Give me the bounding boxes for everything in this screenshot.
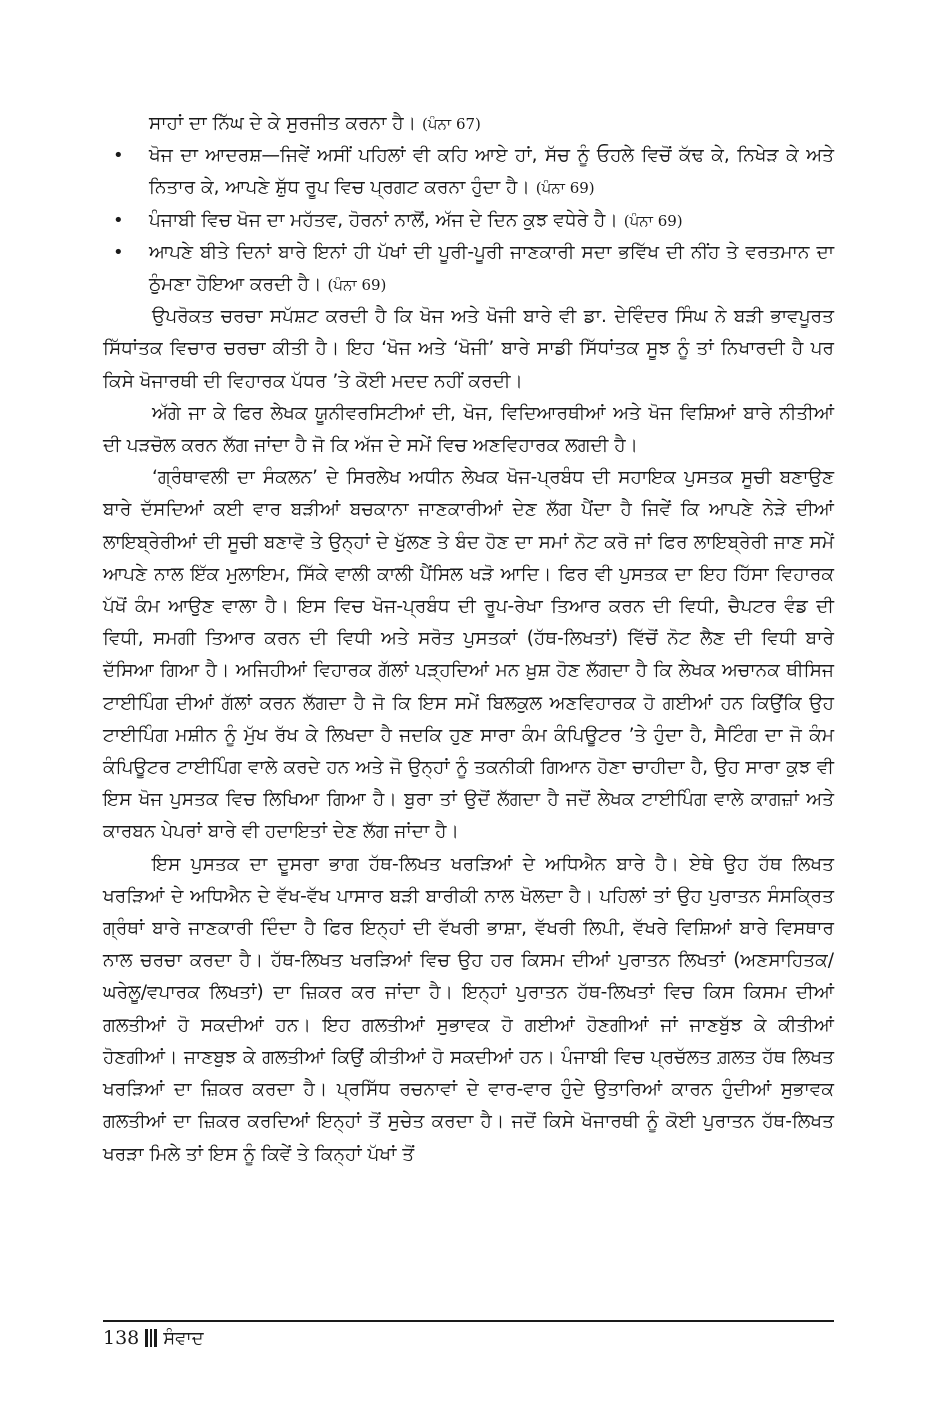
body-paragraph: ਅੱਗੇ ਜਾ ਕੇ ਫਿਰ ਲੇਖਕ ਯੂਨੀਵਰਸਿਟੀਆਂ ਦੀ, ਖੋਜ, ਵਿਦਿਆਰਥੀਆਂ ਅਤੇ ਖੋਜ ਵਿਸ਼ਿਆਂ ਬਾਰੇ ਨੀਤੀਆਂ ਦੀ ਪੜਚੋਲ ਕਰਨ ਲੱਗ ਜਾਂਦਾ ਹੈ ਜੋ ਕਿ ਅੱਜ ਦੇ ਸਮੇਂ ਵਿਚ ਅਣਵਿਹਾਰਕ ਲਗਦੀ ਹੈ।: [103, 402, 834, 457]
page-body: [103, 108, 834, 1171]
bullet-text: ਪੰਜਾਬੀ ਵਿਚ ਖੋਜ ਦਾ ਮਹੱਤਵ, ਹੋਰਨਾਂ ਨਾਲੋਂ, ਅੱਜ ਦੇ ਦਿਨ ਕੁਝ ਵਧੇਰੇ ਹੈ।: [149, 209, 618, 231]
continued-line-text: ਸਾਹਾਂ ਦਾ ਨਿੱਘ ਦੇ ਕੇ ਸੁਰਜੀਤ ਕਰਨਾ ਹੈ।: [149, 113, 417, 134]
bullet-dot-icon: •: [113, 241, 124, 263]
page-citation: (ਪੰਨਾ 69): [623, 211, 683, 230]
body-paragraph: ‘ਗ੍ਰੰਥਾਵਲੀ ਦਾ ਸੰਕਲਨ’ ਦੇ ਸਿਰਲੇਖ ਅਧੀਨ ਲੇਖਕ ਖੋਜ-ਪ੍ਰਬੰਧ ਦੀ ਸਹਾਇਕ ਪੁਸਤਕ ਸੂਚੀ ਬਣਾਉਣ ਬਾਰੇ ਦੱਸਦਿਆਂ ਕਈ ਵਾਰ ਬੜੀਆਂ ਬਚਕਾਨਾ ਜਾਣਕਾਰੀਆਂ ਦੇਣ ਲੱਗ ਪੈਂਦਾ ਹੈ ਜਿਵੇਂ ਕਿ ਆਪਣੇ ਨੇੜੇ ਦੀਆਂ ਲਾਇਬ੍ਰੇਰੀਆਂ ਦੀ ਸੂਚੀ ਬਣਾਵੋ ਤੇ ਉਨ੍ਹਾਂ ਦੇ ਖੁੱਲਣ ਤੇ ਬੰਦ ਹੋਣ ਦਾ ਸਮਾਂ ਨੋਟ ਕਰੋ ਜਾਂ ਫਿਰ ਲਾਇਬ੍ਰੇਰੀ ਜਾਣ ਸਮੇਂ ਆਪਣੇ ਨਾਲ ਇੱਕ ਮੁਲਾਇਮ, ਸਿੱਕੇ ਵਾਲੀ ਕਾਲੀ ਪੈਂਸਿਲ ਖੜੋ ਆਦਿ। ਫਿਰ ਵੀ ਪੁਸਤਕ ਦਾ ਇਹ ਹਿੱਸਾ ਵਿਹਾਰਕ ਪੱਖੋਂ ਕੰਮ ਆਉਣ ਵਾਲਾ ਹੈ। ਇਸ ਵਿਚ ਖੋਜ-ਪ੍ਰਬੰਧ ਦੀ ਰੂਪ-ਰੇਖਾ ਤਿਆਰ ਕਰਨ ਦੀ ਵਿਧੀ, ਚੈਪਟਰ ਵੰਡ ਦੀ ਵਿਧੀ, ਸਮਗੀ ਤਿਆਰ ਕਰਨ ਦੀ ਵਿਧੀ ਅਤੇ ਸਰੋਤ ਪੁਸਤਕਾਂ (ਹੱਥ-ਲਿਖਤਾਂ) ਵਿੱਚੋਂ ਨੋਟ ਲੈਣ ਦੀ ਵਿਧੀ ਬਾਰੇ ਦੱਸਿਆ ਗਿਆ ਹੈ। ਅਜਿਹੀਆਂ ਵਿਹਾਰਕ ਗੱਲਾਂ ਪੜ੍ਹਦਿਆਂ ਮਨ ਖ਼ੁਸ਼ ਹੋਣ ਲੱਗਦਾ ਹੈ ਕਿ ਲੇਖਕ ਅਚਾਨਕ ਥੀਸਿਜ ਟਾਈਪਿੰਗ ਦੀਆਂ ਗੱਲਾਂ ਕਰਨ ਲੱਗਦਾ ਹੈ ਜੋ ਕਿ ਇਸ ਸਮੇਂ ਬਿਲਕੁਲ ਅਣਵਿਹਾਰਕ ਹੋ ਗਈਆਂ ਹਨ ਕਿਉਂਕਿ ਉਹ ਟਾਈਪਿੰਗ ਮਸ਼ੀਨ ਨੂੰ ਮੁੱਖ ਰੱਖ ਕੇ ਲਿਖਦਾ ਹੈ ਜਦਕਿ ਹੁਣ ਸਾਰਾ ਕੰਮ ਕੰਪਿਊਟਰ ’ਤੇ ਹੁੰਦਾ ਹੈ, ਸੈਟਿੰਗ ਦਾ ਜੋ ਕੰਮ ਕੰਪਿਊਟਰ ਟਾਈਪਿੰਗ ਵਾਲੇ ਕਰਦੇ ਹਨ ਅਤੇ ਜੋ ਉਨ੍ਹਾਂ ਨੂੰ ਤਕਨੀਕੀ ਗਿਆਨ ਹੋਣਾ ਚਾਹੀਦਾ ਹੈ, ਉਹ ਸਾਰਾ ਕੁਝ ਵੀ ਇਸ ਖੋਜ ਪੁਸਤਕ ਵਿਚ ਲਿਖਿਆ ਗਿਆ ਹੈ। ਬੁਰਾ ਤਾਂ ਉਦੋਂ ਲੱਗਦਾ ਹੈ ਜਦੋਂ ਲੇਖਕ ਟਾਈਪਿੰਗ ਵਾਲੇ ਕਾਗਜ਼ਾਂ ਅਤੇ ਕਾਰਬਨ ਪੇਪਰਾਂ ਬਾਰੇ ਵੀ ਹਦਾਇਤਾਂ ਦੇਣ ਲੱਗ ਜਾਂਦਾ ਹੈ।: [103, 467, 834, 843]
bullet-item: [103, 140, 834, 204]
journal-name: ਸੰਵਾਦ: [163, 1327, 204, 1349]
body-paragraph: ਇਸ ਪੁਸਤਕ ਦਾ ਦੂਸਰਾ ਭਾਗ ਹੱਥ-ਲਿਖਤ ਖਰੜਿਆਂ ਦੇ ਅਧਿਐਨ ਬਾਰੇ ਹੈ। ਏਥੇ ਉਹ ਹੱਥ ਲਿਖਤ ਖਰੜਿਆਂ ਦੇ ਅਧਿਐਨ ਦੇ ਵੱਖ-ਵੱਖ ਪਾਸਾਰ ਬੜੀ ਬਾਰੀਕੀ ਨਾਲ ਖੋਲਦਾ ਹੈ। ਪਹਿਲਾਂ ਤਾਂ ਉਹ ਪੁਰਾਤਨ ਸੰਸਕ੍ਰਿਤ ਗ੍ਰੰਥਾਂ ਬਾਰੇ ਜਾਣਕਾਰੀ ਦਿੰਦਾ ਹੈ ਫਿਰ ਇਨ੍ਹਾਂ ਦੀ ਵੱਖਰੀ ਭਾਸ਼ਾ, ਵੱਖਰੀ ਲਿਪੀ, ਵੱਖਰੇ ਵਿਸ਼ਿਆਂ ਬਾਰੇ ਵਿਸਥਾਰ ਨਾਲ ਚਰਚਾ ਕਰਦਾ ਹੈ। ਹੱਥ-ਲਿਖਤ ਖਰੜਿਆਂ ਵਿਚ ਉਹ ਹਰ ਕਿਸਮ ਦੀਆਂ ਪੁਰਾਤਨ ਲਿਖਤਾਂ (ਅਣਸਾਹਿਤਕ/ਘਰੇਲੂ/ਵਪਾਰਕ ਲਿਖਤਾਂ) ਦਾ ਜ਼ਿਕਰ ਕਰ ਜਾਂਦਾ ਹੈ। ਇਨ੍ਹਾਂ ਪੁਰਾਤਨ ਹੱਥ-ਲਿਖਤਾਂ ਵਿਚ ਕਿਸ ਕਿਸਮ ਦੀਆਂ ਗਲਤੀਆਂ ਹੋ ਸਕਦੀਆਂ ਹਨ। ਇਹ ਗਲਤੀਆਂ ਸੁਭਾਵਕ ਹੋ ਗਈਆਂ ਹੋਣਗੀਆਂ ਜਾਂ ਜਾਣਬੁੱਝ ਕੇ ਕੀਤੀਆਂ ਹੋਣਗੀਆਂ। ਜਾਣਬੁਝ ਕੇ ਗਲਤੀਆਂ ਕਿਉਂ ਕੀਤੀਆਂ ਹੋ ਸਕਦੀਆਂ ਹਨ। ਪੰਜਾਬੀ ਵਿਚ ਪ੍ਰਚੱਲਤ ਗ਼ਲਤ ਹੱਥ ਲਿਖਤ ਖਰੜਿਆਂ ਦਾ ਜ਼ਿਕਰ ਕਰਦਾ ਹੈ। ਪ੍ਰਸਿੱਧ ਰਚਨਾਵਾਂ ਦੇ ਵਾਰ-ਵਾਰ ਹੁੰਦੇ ਉਤਾਰਿਆਂ ਕਾਰਨ ਹੁੰਦੀਆਂ ਸੁਭਾਵਕ ਗਲਤੀਆਂ ਦਾ ਜ਼ਿਕਰ ਕਰਦਿਆਂ ਇਨ੍ਹਾਂ ਤੋਂ ਸੁਚੇਤ ਕਰਦਾ ਹੈ। ਜਦੋਂ ਕਿਸੇ ਖੋਜਾਰਥੀ ਨੂੰ ਕੋਈ ਪੁਰਾਤਨ ਹੱਥ-ਲਿਖਤ ਖਰੜਾ ਮਿਲੇ ਤਾਂ ਇਸ ਨੂੰ ਕਿਵੇਂ ਤੇ ਕਿਨ੍ਹਾਂ ਪੱਖਾਂ ਤੋਂ: [103, 853, 834, 1165]
page-citation: (ਪੰਨਾ 69): [327, 276, 387, 295]
separator-bars-icon: [145, 1329, 157, 1347]
bullet-item: [103, 237, 834, 301]
bullet-dot-icon: •: [113, 209, 124, 231]
continued-line: [103, 108, 834, 140]
page-number: 138: [103, 1327, 140, 1349]
bullet-text: ਖੋਜ ਦਾ ਆਦਰਸ਼—ਜਿਵੇਂ ਅਸੀਂ ਪਹਿਲਾਂ ਵੀ ਕਹਿ ਆਏ ਹਾਂ, ਸੱਚ ਨੂੰ ਓਹਲੇ ਵਿਚੋਂ ਕੱਢ ਕੇ, ਨਿਖੇੜ ਕੇ ਅਤੇ ਨਿਤਾਰ ਕੇ, ਆਪਣੇ ਸ਼ੁੱਧ ਰੂਪ ਵਿਚ ਪ੍ਰਗਟ ਕਰਨਾ ਹੁੰਦਾ ਹੈ।: [149, 145, 834, 199]
bullet-dot-icon: •: [113, 145, 124, 167]
footer-rule: [103, 1320, 834, 1322]
bullet-text: ਆਪਣੇ ਬੀਤੇ ਦਿਨਾਂ ਬਾਰੇ ਇਨਾਂ ਹੀ ਪੱਖਾਂ ਦੀ ਪੂਰੀ-ਪੂਰੀ ਜਾਣਕਾਰੀ ਸਦਾ ਭਵਿੱਖ ਦੀ ਨੀਂਹ ਤੇ ਵਰਤਮਾਨ ਦਾ ਠੁੰਮਣਾ ਹੋਇਆ ਕਰਦੀ ਹੈ।: [149, 241, 834, 296]
body-paragraph: ਉਪਰੋਕਤ ਚਰਚਾ ਸਪੱਸ਼ਟ ਕਰਦੀ ਹੈ ਕਿ ਖੋਜ ਅਤੇ ਖੋਜੀ ਬਾਰੇ ਵੀ ਡਾ. ਦੇਵਿੰਦਰ ਸਿੰਘ ਨੇ ਬੜੀ ਭਾਵਪੂਰਤ ਸਿੱਧਾਂਤਕ ਵਿਚਾਰ ਚਰਚਾ ਕੀਤੀ ਹੈ। ਇਹ ‘ਖੋਜ ਅਤੇ ‘ਖੋਜੀ’ ਬਾਰੇ ਸਾਡੀ ਸਿੱਧਾਂਤਕ ਸੂਝ ਨੂੰ ਤਾਂ ਨਿਖਾਰਦੀ ਹੈ ਪਰ ਕਿਸੇ ਖੋਜਾਰਥੀ ਦੀ ਵਿਹਾਰਕ ਪੱਧਰ ’ਤੇ ਕੋਈ ਮਦਦ ਨਹੀਂ ਕਰਦੀ।: [103, 306, 834, 392]
quote-bullet-list: [103, 140, 834, 301]
page-citation: (ਪੰਨਾ 69): [535, 179, 595, 198]
bullet-item: [103, 205, 834, 237]
page-citation: (ਪੰਨਾ 67): [422, 115, 481, 133]
page-footer: [103, 1327, 204, 1349]
